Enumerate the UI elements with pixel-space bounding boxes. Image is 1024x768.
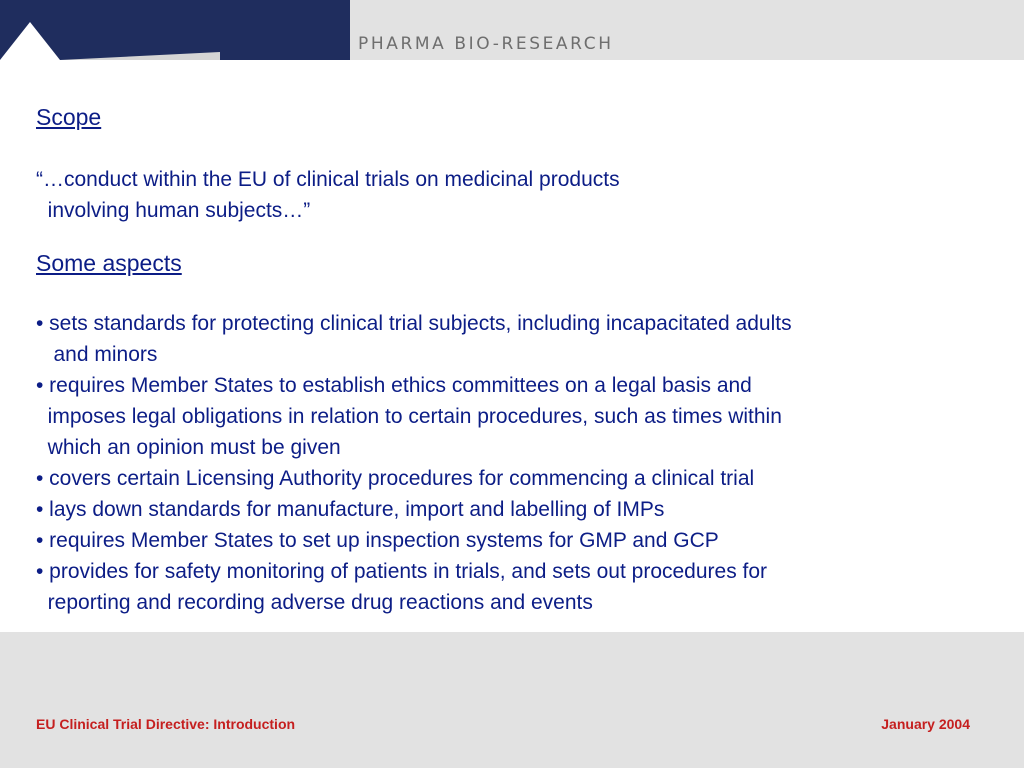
spacer: [36, 226, 996, 246]
spacer: [36, 134, 996, 164]
aspect-item: • requires Member States to establish ethics committees on a legal basis and imposes legal obligations in relation to certain procedures, such as times within which an opinion must be given: [36, 374, 782, 459]
footer-date: January 2004: [881, 716, 970, 732]
aspects-heading: Some aspects: [36, 250, 182, 276]
brand-logo-text: PHARMA BIO-RESEARCH: [358, 34, 614, 54]
footer-band: [0, 632, 1024, 768]
scope-quote-line-2: involving human subjects…”: [36, 199, 311, 222]
aspect-item: • sets standards for protecting clinical trial subjects, including incapacitated adults and minors: [36, 312, 792, 366]
scope-quote-line-1: “…conduct within the EU of clinical trials on medicinal products: [36, 168, 620, 191]
scope-heading: Scope: [36, 104, 102, 130]
aspect-item: • lays down standards for manufacture, import and labelling of IMPs: [36, 498, 665, 521]
slide-content: [36, 100, 996, 618]
aspect-item: • provides for safety monitoring of patients in trials, and sets out procedures for reporting and recording adverse drug reactions and events: [36, 560, 768, 614]
aspect-item: • requires Member States to set up inspection systems for GMP and GCP: [36, 529, 719, 552]
header-notch-shape: [0, 0, 220, 60]
spacer: [36, 280, 996, 308]
footer-presentation-title: EU Clinical Trial Directive: Introduction: [36, 716, 296, 732]
aspects-list: [36, 308, 996, 618]
aspect-item: • covers certain Licensing Authority procedures for commencing a clinical trial: [36, 467, 755, 490]
